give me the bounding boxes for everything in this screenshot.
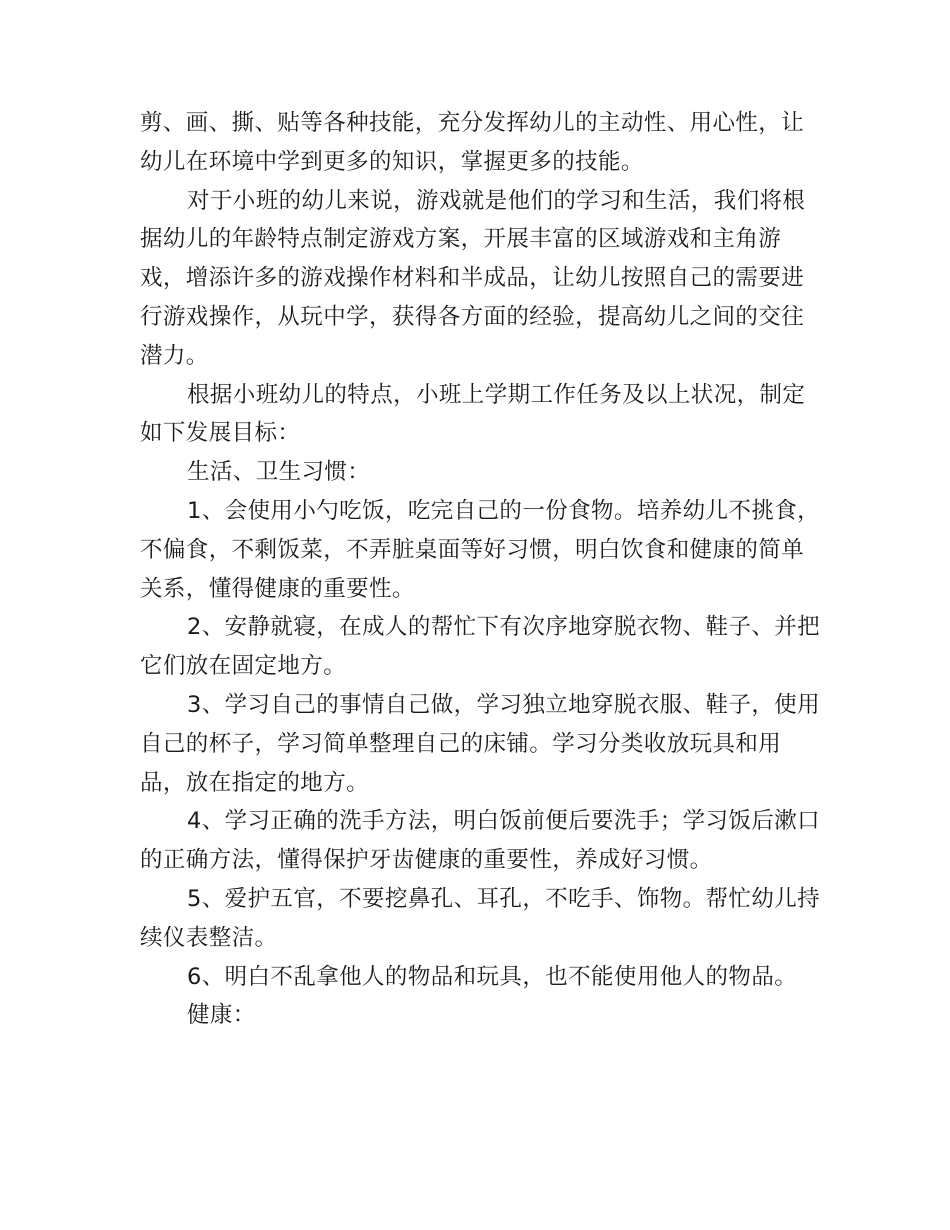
- text-line: 戏，增添许多的游戏操作材料和半成品，让幼儿按照自己的需要进: [140, 265, 805, 292]
- text-line: 品，放在指定的地方。: [140, 769, 370, 796]
- list-item: 2、安静就寝，在成人的帮忙下有次序地穿脱衣物、鞋子、并把: [187, 614, 821, 641]
- text-line: 据幼儿的年龄特点制定游戏方案，开展丰富的区域游戏和主角游: [140, 226, 782, 253]
- section-heading: 生活、卫生习惯：: [187, 459, 371, 486]
- text-line: 潜力。: [140, 342, 209, 369]
- text-line: 行游戏操作，从玩中学，获得各方面的经验，提高幼儿之间的交往: [140, 303, 805, 330]
- list-item: 5、爱护五官，不要挖鼻孔、耳孔，不吃手、饰物。帮忙幼儿持: [187, 885, 821, 912]
- list-item: 6、明白不乱拿他人的物品和玩具，也不能使用他人的物品。: [187, 963, 798, 990]
- document-body: [140, 104, 821, 1035]
- text-line: 剪、画、撕、贴等各种技能，充分发挥幼儿的主动性、用心性，让: [140, 110, 805, 136]
- list-item: 3、学习自己的事情自己做，学习独立地穿脱衣服、鞋子，使用: [187, 691, 821, 718]
- text-line: 续仪表整洁。: [140, 924, 278, 951]
- text-line: 根据小班幼儿的特点，小班上学期工作任务及以上状况，制定: [187, 381, 806, 408]
- text-line: 自己的杯子，学习简单整理自己的床铺。学习分类收放玩具和用: [140, 730, 782, 757]
- list-item: 1、会使用小勺吃饭，吃完自己的一份食物。培养幼儿不挑食，: [187, 497, 821, 524]
- text-line: 的正确方法，懂得保护牙齿健康的重要性，养成好习惯。: [140, 847, 713, 874]
- section-heading: 健康：: [187, 1002, 256, 1029]
- text-line: 对于小班的幼儿来说，游戏就是他们的学习和生活，我们将根: [187, 187, 806, 214]
- text-line: 不偏食，不剩饭菜，不弄脏桌面等好习惯，明白饮食和健康的简单: [140, 536, 805, 563]
- text-line: 关系，懂得健康的重要性。: [140, 575, 415, 602]
- text-line: 幼儿在环境中学到更多的知识，掌握更多的技能。: [140, 148, 644, 175]
- text-line: 如下发展目标：: [140, 420, 301, 447]
- text-line: 它们放在固定地方。: [140, 653, 347, 680]
- list-item: 4、学习正确的洗手方法，明白饭前便后要洗手；学习饭后漱口: [187, 808, 821, 835]
